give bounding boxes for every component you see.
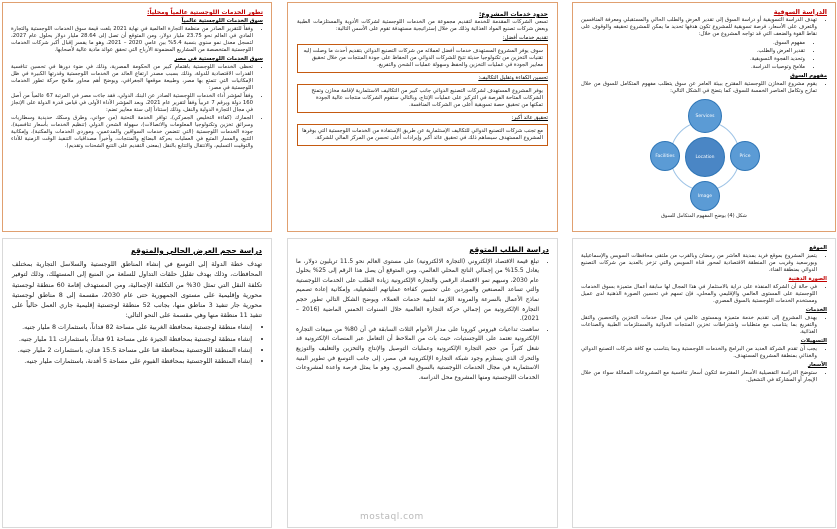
block-title: التسهيلات	[800, 338, 827, 344]
block-text: • يهدف المشروع إلى تقديم خدمة متميزة وبمستوى عالمي في مجال خدمات التخزين والتحصين والتقل والتفريغ بما يتناسب مع متطلبات واشتراطات تخزين المنتجات الدوائية والمستلزمات الطبية والصناعات الغذائية.	[581, 315, 817, 336]
block-list	[581, 370, 827, 384]
block-title: الخدمات	[805, 307, 827, 313]
text-box	[297, 84, 548, 113]
block-list	[581, 284, 827, 305]
global-list	[11, 26, 263, 54]
price-circle: Price	[730, 141, 760, 171]
block-list	[581, 253, 827, 274]
service-scope-intro: تسعى الشركات المقدمة للخدمة لتقديم مجموعة من الخدمات اللوجستية لشركات الأدوية والمستلزمات الطبية وبعض شركات تصنيع المواد الغذائية وذلك من خلال إستراتيجية مستهدفة تقوم على الأسس التالية:	[297, 19, 548, 32]
services-circle: Services	[688, 99, 722, 133]
page-service-scope	[287, 2, 558, 232]
market-concept-heading: مفهوم السوق	[790, 73, 827, 79]
page-market-elements	[572, 238, 836, 528]
concept-list	[581, 81, 827, 95]
zones-list	[12, 322, 262, 366]
block-title: الأسعار	[808, 362, 827, 368]
egypt-market-text: • تحظى الخدمات اللوجستية باهتمام كبير من الحكومة المصرية، وذلك في ضوء دورها في تحسين تنافسية القدرات الاقتصادية للدولة، وذلك بسبب مصدر ارتفاع العائد من الخدمات اللوجستية وقدرتها الكبيرة في ظل الإمكانيات التي تتمتع بها مصر، وطبيعة موقعها الجغرافي، ويوضح أهم محاور ملامح حركة تطور الخدمات اللوجستية في مصر:	[11, 64, 253, 92]
list-item: • إنشاء المنطقة اللوجستية بمحافظة قنا على مساحة 15.5 فدان، باستثمارات 2 مليار جنيه.	[12, 345, 252, 355]
block-text: • يتميز المشروع بموقع فريد بمدينة العاشر من رمضان وبالقرب من ملتقى محافظات السويس والإسماعيلية وبورسعيد وقريب من المنطقة الاقتصادية لمحور قناة السويس والتي تزخر بالعديد من شركات التصنيع الدوائي بمنطقة الفناء.	[581, 253, 817, 274]
watermark: mostaql.com	[360, 512, 424, 522]
list-item: • مفهوم السوق.	[581, 40, 805, 47]
location-circle: Location	[685, 137, 725, 177]
list-item: • إنشاء منطقة لوجستية بمحافظة الجيزة على مساحة 91 فداناً، باستثمارات 11 مليار جنيه.	[12, 334, 252, 344]
market-concept-diagram	[648, 99, 760, 211]
figure-caption: شكل (4) يوضح المفهوم المتكامل للسوق	[661, 213, 747, 219]
block-title: الموقع	[809, 245, 827, 251]
block-title: تحقيق عائد أكبر:	[511, 115, 548, 121]
market-concept-text: • يقوم مشروع المخازن اللوجستية المقترح ببيئة العامر عن سوق يتطلب مفهوم المتكامل للسوق من خلال تمازج وتكامل العناصر الخمسة للسوق، كما يتضح في الشكل التالي:	[581, 81, 817, 95]
block-text: يوفر المشروع المستهدف لشركات التصنيع الدوائي جانب كبير من التكاليف الاستثمارية لإقامة مخازن وتمنح الشركات المتاحة الفرصة في التركيز على عمليات الإنتاج، وبالتالي ستقوم الشركات منتجات عالية الجودة تمكنها من تحقيق حصة تسويقية أعلى من الشركات المنافسة.	[311, 88, 543, 108]
page-logistics-evolution	[2, 2, 272, 232]
block-text: سوف يوفر المشروع المستهدف خدمات أفضل لعملائه من شركات التصنيع الدوائي بتقديم أحدث ما وصلت إليه تقنيات التخزين من تكنولوجيا حديثة تتيح للشركات الدوائي من الحفاظ على جودة المنتجات من خلال تحقيق معايير الجودة في عمليات التخزين والحفظ وسهولة عمليات الشحن والتفريغ.	[303, 48, 543, 68]
list-item: • تقدير العرض والطلب.	[581, 48, 805, 55]
page-title: دراسة الطلب المتوقع	[469, 245, 549, 254]
block-title: الصورة الذهنية	[788, 276, 827, 282]
egypt-market-heading: سوق الخدمات اللوجستية في مصر	[174, 56, 263, 62]
page-supply-study	[2, 238, 272, 528]
block-list	[581, 346, 827, 360]
local-list	[11, 64, 263, 150]
page-title: دراسة حجم العرض الحالي والمتوقع	[130, 246, 262, 255]
page-title: الدراسة السوقية	[773, 8, 827, 16]
list-item: • إنشاء المنطقة اللوجستية بمحافظة الفيوم على مساحة 5 أفدنة، باستثمارات مليار جنيه.	[12, 356, 252, 366]
egypt-market-text: • وفقاً لمؤشر أداء الخدمات اللوجستية الصادر عن البنك الدولي، فقد جاءت مصر في المرتبة 67 عالمياً من أصل 160 دولة ويرقم 7 عربياً وفقاً لتقرير عام 2021، وبعد المؤشر الأداة الأولى في قياس قدرة الدولة على الإنجاز في مجال التجارة الدولية والنقل، وذلك إستناداً إلى ستة معايير تضم:	[11, 93, 253, 114]
page-market-study	[572, 2, 836, 232]
block-text: • في حالة أن الشركة المنفذة على دراية بالاستثمار في هذا المجال لها سابقة أعمال متميزة بسوق الخدمات اللوجستية على المستوى العالمي والإقليمي والمحلي، فإن تسهم في تحسين الصورة الذهنية لدى عميل ومستخدم الخدمات اللوجستية بالسوق المصري.	[581, 284, 817, 305]
image-circle: Image	[690, 181, 720, 211]
block-title: تقديم خدمات أفضل:	[502, 35, 548, 41]
intro-list	[581, 17, 827, 38]
study-points-list	[581, 40, 827, 71]
block-title: تحسين الكفاءة وتقليل التكاليف:	[478, 75, 548, 81]
service-scope-heading: حدود خدمات المشروع:	[478, 11, 548, 18]
intro-bullet: • تهدف الدراسة التسويقية أو دراسة السوق إلى تقدير العرض والطلب الحالي والمستقبلي ومعرفة المنافسين والتعرف على الأسعار، فرصة تسويقية للمشروع تكون هدفها تحديد ما يمكن للمشروع تحقيقه والوقوف على نقاط القوة والضعف التي قد تواجه المشروع من خلال:	[581, 17, 817, 38]
list-item: • وتحديد الفجوة التسويقية.	[581, 56, 805, 63]
page-title: تطور الخدمات اللوجستية عالمياً ومحلياً:	[147, 9, 263, 16]
facilities-circle: Facilities	[650, 141, 680, 171]
list-item: • ساهمت تداعيات فيروس كورونا على مدار الأعوام الثلاث السابقة في أن 80% من مبيعات التجارة الإلكترونية تعتمد على اللوجستيات، حيث بات من الملاحظ أن التعامل عبر المنصات الإلكترونية قد شغل كثيراً من حجم التجارة الإلكترونية وعمليات التوصيل والإنتاج والتخزين والتغليف والتوزيع والتحرك الذي يستلزم وجود شبكة التجارة الإلكترونية في مصر، إلى جانب التوسع في تطوير البنية الاستثمارية في مجال الخدمات اللوجستية بالسوق المصري، وهو ما يمثل فرصة واعدة لمشروعات الخدمات اللوجستية ومنها المشروع محل الدراسة.	[296, 326, 539, 384]
demand-list	[296, 258, 549, 384]
list-item: • إنشاء منطقة لوجستية بمحافظة الغربية على مساحة 82 فداناً، باستثمارات 8 مليار جنيه.	[12, 322, 252, 332]
global-market-text: • وفقاً للتقرير الصادر من منظمة التجارة العالمية في نهاية 2021 بلغت قيمة سوق الخدمات اللوجستية والتجارة المادي في العالم نحو 23.75 مليار دولار، ومن المتوقع أن تصل إلى 28.64 مليار دولار بحلول عام 2027، لتسجل معدل نمو سنوي بنسبة 5.4% بين عامي 2020 – 2021، وهو ما يفسر إقبال أكبر شركات الخدمات اللوجستية المتخصصة من المشاريع المضمونة الأرباح التي تحقق عوائد مادية عالية لأصحابها.	[11, 26, 253, 54]
egypt-market-text: • الجمارك (كفاءة التخليص الجمركي)، توافر الخدمة التحتية (من حواني، وطرق وسكك حديدية وسطاريات وسرائق تخزين وتكنولوجيا المعلومات والاتصالات)، سهولة الشحن الدولي (تنظيم الخدمات بأسعار تنافسية)، جودة الخدمات اللوجستية (التي تتضمن خدمات السواقين والمدعمين، وموردي الخدمات والمكتبة)، وإمكانية التتبع، والمسار المتبع في العمليات بحركة البضائع والمنتجات، وأخيراً مصداقيات التنفيذ الوقت الزمنية للأداء والتوقيت التسليم، والانتقال والتتابع بالنقل (بمعنى التقديم على التتبع الشحنات وتقديم).	[11, 115, 253, 150]
text-box	[297, 124, 548, 146]
list-item: • ملامح وتوصيات الدراسة.	[581, 64, 805, 71]
text-box	[297, 44, 548, 73]
list-item: • تبلغ قيمة الاقتصاد الإلكتروني (التجارة الالكترونية) على مستوى العالم نحو 11.5 تريليون دولار، ما يعادل 15.5% من إجمالي الناتج المحلي العالمي، ومن المتوقع أن يصل هذا الرقم إلى 25% بحلول عام 2030، وسيهم نمو الاقتصاد الرقمي والتجارة الإلكترونية زيادة الطلب على الخدمات اللوجستية والتي تساعد المصنعين والموردين على تحسين كفاءة عملياتهم التشغيلية، وإمكانية إعادة تصميم نماذج الأعمال بالسرعة والمرونة اللازمة لتلبية خدمات العملاء، ويوضح الشكل التالي تطور حجم التجارة الإلكترونية من إجمالي حركة التجارة العالمية خلال السنوات الخمس الماضية (2016 – 2021).	[296, 258, 539, 325]
block-text: • ستوضح الدراسة التفصيلية الأسعار المقترحة لتكون أسعار تنافسية مع المشروعات المماثلة سواء من خلال الإيجار أو المشاركة في التشغيل.	[581, 370, 817, 384]
block-text: • يجب أن تقدم الشركة العديد من البرامج والخدمات اللوجستية وبما يتناسب مع كافة شركات التصنيع الدوائي والغذائي بمنطقة المشروع المستهدف.	[581, 346, 817, 360]
supply-intro: تهدف خطة الدولة إلى التوسع في إنشاء المناطق اللوجستية والسلاسل التجارية بمختلف المحافظات، وذلك بهدف تقليل حلقات التداول للسلعة من المنبع إلى المستهلك، وذلك لتوفير تكلفة النقل التي تمثل 30% من التكلفة الإجمالية، ومن المستهدف إقامة 60 منطقة لوجستية محورية وإقليمية على مستوى الجمهورية حتى عام 2030، مقسمة إلى 8 مناطق لوجستية محورية جار تنفيذ 3 مناطق منها، بجانب 52 منطقة لوجستية إقليمية جاري العمل حالياً على تنفيذ 11 منطقة منها وهي مقسمة على النحو التالي:	[12, 260, 262, 320]
block-list	[581, 315, 827, 336]
global-market-heading: سوق الخدمات اللوجستية عالمياً	[181, 18, 263, 24]
page-expected-demand	[287, 238, 558, 528]
block-text: مع تجنب شركات التصنيع الدوائي للتكاليف الإستثمارية عن طريق الإستفادة من الخدمات اللوجستية التي يوفرها المشروع المستهدف سيساهم ذلك في تحقيق عائد أكبر وإيرادات أعلى تحسن من المركز المالي للشركة.	[302, 128, 543, 141]
